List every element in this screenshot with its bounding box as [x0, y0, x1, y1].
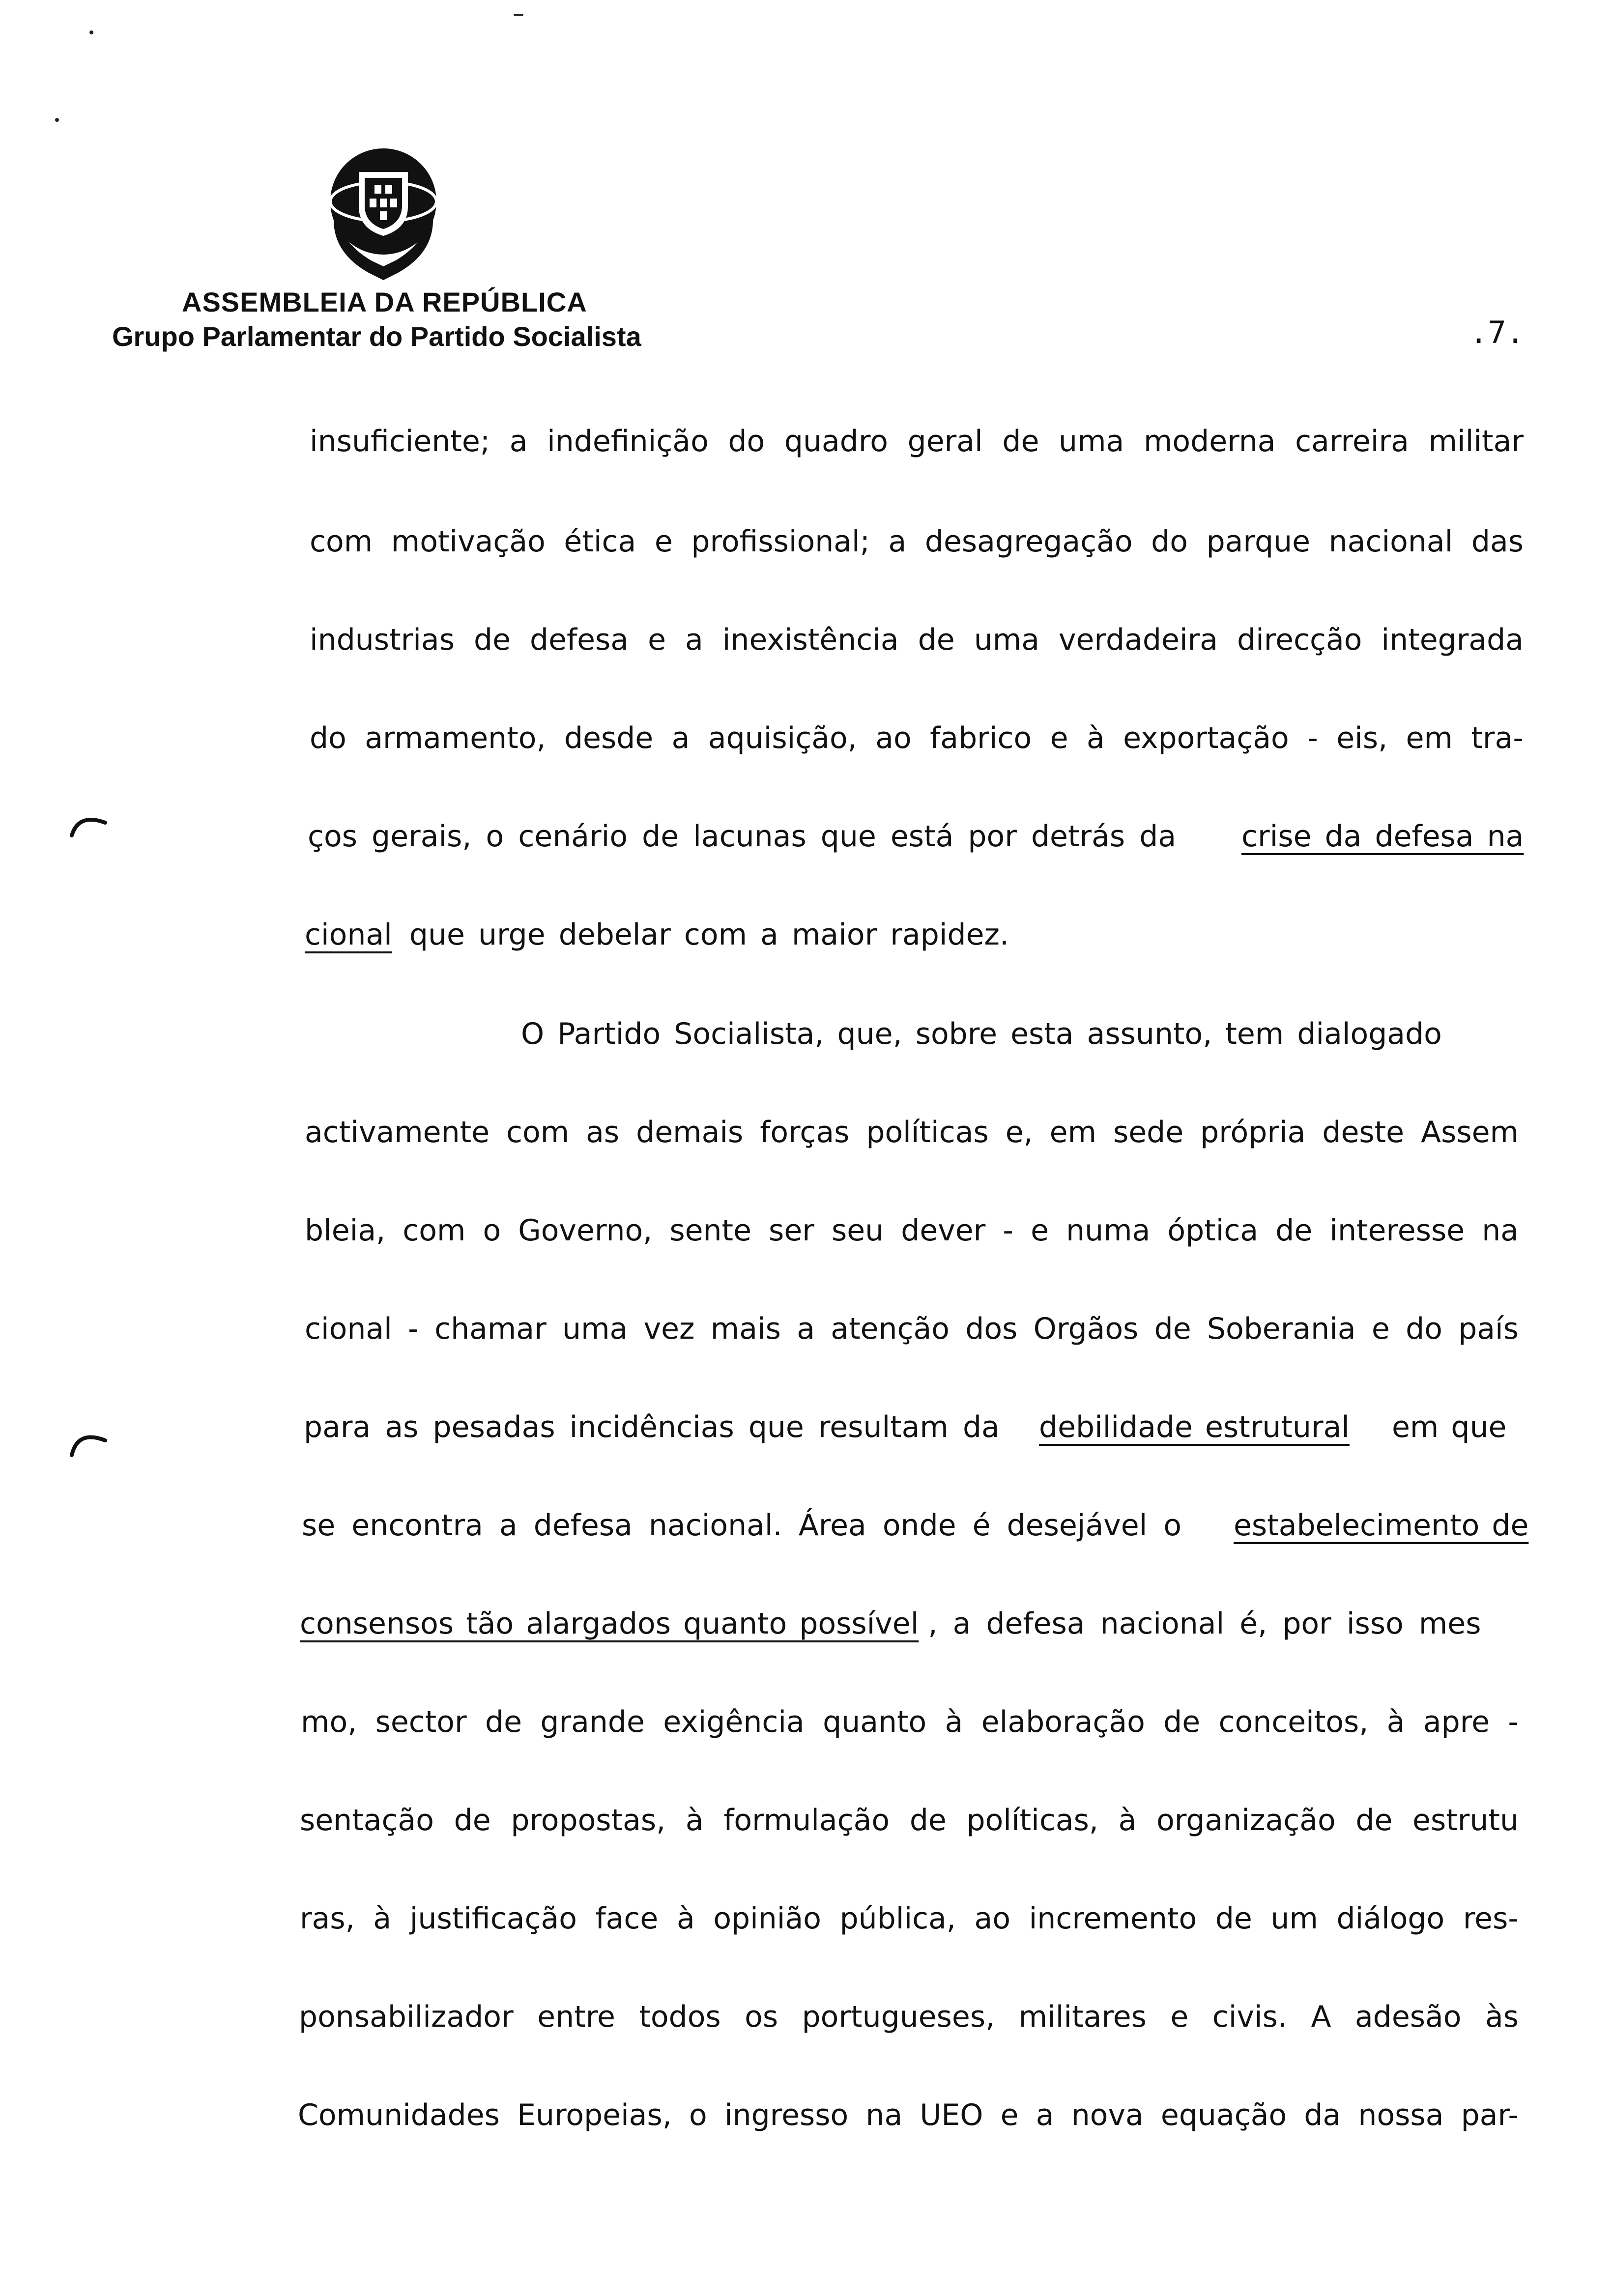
body-line-8: activamente com as demais forças políticas e, em sede própria deste Assem: [305, 1115, 1519, 1149]
body-line-7-indent: O Partido Socialista, que, sobre esta assunto, tem dialogado: [521, 1017, 1442, 1051]
body-line-16: ras, à justificação face à opinião pública, ao incremento de um diálogo res-: [300, 1901, 1519, 1936]
body-line-17: ponsabilizador entre todos os portugueses, militares e civis. A adesão às: [299, 2000, 1519, 2034]
parliamentary-group-subtitle: Grupo Parlamentar do Partido Socialista: [112, 321, 641, 352]
body-line-4: do armamento, desde a aquisição, ao fabrico e à exportação - eis, em tra-: [310, 721, 1524, 755]
body-line-2: com motivação ética e profissional; a desagregação do parque nacional das: [310, 524, 1524, 559]
scan-speck: [89, 30, 93, 34]
body-line-15: sentação de propostas, à formulação de políticas, à organização de estrutu: [300, 1803, 1519, 1837]
punch-hole-mark-icon: [69, 811, 108, 840]
scan-speck: [55, 118, 59, 122]
body-line-18: Comunidades Europeias, o ingresso na UEO e a nova equação da nossa par-: [298, 2098, 1519, 2132]
punch-hole-mark-icon: [69, 1428, 108, 1457]
body-line-1: insuficiente; a indefinição do quadro geral de uma moderna carreira militar: [310, 424, 1524, 459]
body-line-6: [305, 918, 1521, 952]
emphasis-estabelecimento: estabelecimento de: [1234, 1508, 1529, 1543]
body-line-11-text: para as pesadas incidências que resultam da: [304, 1410, 1000, 1444]
body-line-5-text: ços gerais, o cenário de lacunas que está por detrás da: [308, 819, 1177, 854]
body-line-12-text: se encontra a defesa nacional. Área onde é desejável o: [302, 1508, 1182, 1543]
body-line-14: mo, sector de grande exigência quanto à elaboração de conceitos, à apre -: [301, 1705, 1519, 1739]
body-line-3: industrias de defesa e a inexistência de uma verdadeira direcção integrada: [310, 623, 1524, 657]
body-line-10: cional - chamar uma vez mais a atenção dos Orgãos de Soberania e do país: [305, 1312, 1519, 1346]
scan-speck: [514, 14, 523, 16]
page-number: .7.: [1469, 315, 1525, 350]
coat-of-arms-emblem-icon: [315, 138, 452, 285]
body-line-5: [308, 819, 1524, 854]
body-line-11-tail: em que: [1392, 1410, 1507, 1444]
emphasis-cional: cional: [305, 918, 392, 952]
body-line-13: [300, 1607, 1519, 1641]
body-line-11: [304, 1412, 1520, 1442]
institution-title: ASSEMBLEIA DA REPÚBLICA: [182, 287, 587, 317]
body-line-6-text: que urge debelar com a maior rapidez.: [409, 918, 1009, 952]
body-line-13-tail: , a defesa nacional é, por isso mes: [928, 1607, 1481, 1641]
emphasis-crise-da-defesa: crise da defesa na: [1241, 819, 1524, 854]
body-line-9: bleia, com o Governo, sente ser seu dever - e numa óptica de interesse na: [305, 1213, 1519, 1248]
emphasis-consensos: consensos tão alargados quanto possível: [300, 1607, 919, 1641]
body-line-12: [302, 1508, 1529, 1543]
emphasis-debilidade-estrutural: debilidade estrutural: [1039, 1410, 1350, 1444]
